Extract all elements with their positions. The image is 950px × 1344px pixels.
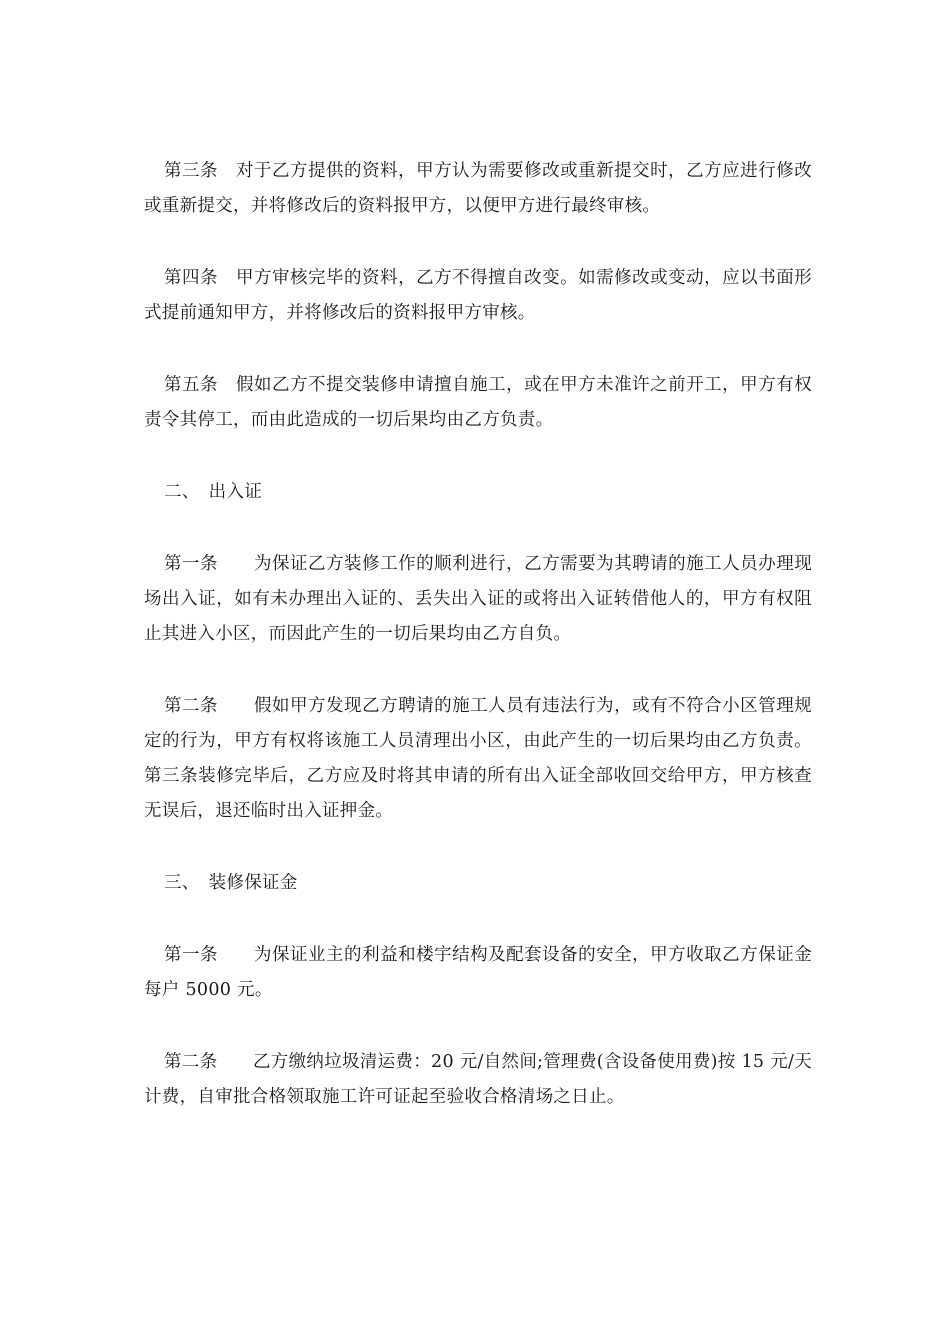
document-body — [144, 154, 812, 1152]
clause-3-materials-revision: 第三条 对于乙方提供的资料，甲方认为需要修改或重新提交时，乙方应进行修改或重新提交，并将修改后的资料报甲方，以便甲方进行最终审核。 — [144, 161, 812, 216]
section-heading-access-pass: 二、 出入证 — [164, 482, 263, 502]
deposit-clause-1: 第一条 为保证业主的利益和楼宇结构及配套设备的安全，甲方收取乙方保证金每户 5000 元。 — [144, 945, 812, 1000]
access-pass-clause-2: 第二条 假如甲方发现乙方聘请的施工人员有违法行为，或有不符合小区管理规定的行为，甲方有权将该施工人员清理出小区，由此产生的一切后果均由乙方负责。第三条装修完毕后，乙方应及时将其申请的所有出入证全部收回交给甲方，甲方核查无误后，退还临时出入证押金。 — [144, 696, 812, 821]
clause-5-unauthorized-construction: 第五条 假如乙方不提交装修申请擅自施工，或在甲方未准许之前开工，甲方有权责令其停工，而由此造成的一切后果均由乙方负责。 — [144, 375, 812, 430]
section-heading-deposit: 三、 装修保证金 — [164, 873, 298, 893]
clause-4-no-unauthorized-change: 第四条 甲方审核完毕的资料，乙方不得擅自改变。如需修改或变动，应以书面形式提前通知甲方，并将修改后的资料报甲方审核。 — [144, 268, 812, 323]
access-pass-clause-1: 第一条 为保证乙方装修工作的顺利进行，乙方需要为其聘请的施工人员办理现场出入证，如有未办理出入证的、丢失出入证的或将出入证转借他人的，甲方有权阻止其进入小区，而因此产生的一切后果均由乙方自负。 — [144, 554, 812, 644]
deposit-clause-2: 第二条 乙方缴纳垃圾清运费：20 元/自然间;管理费(含设备使用费)按 15 元/天计费，自审批合格领取施工许可证起至验收合格清场之日止。 — [144, 1052, 812, 1107]
